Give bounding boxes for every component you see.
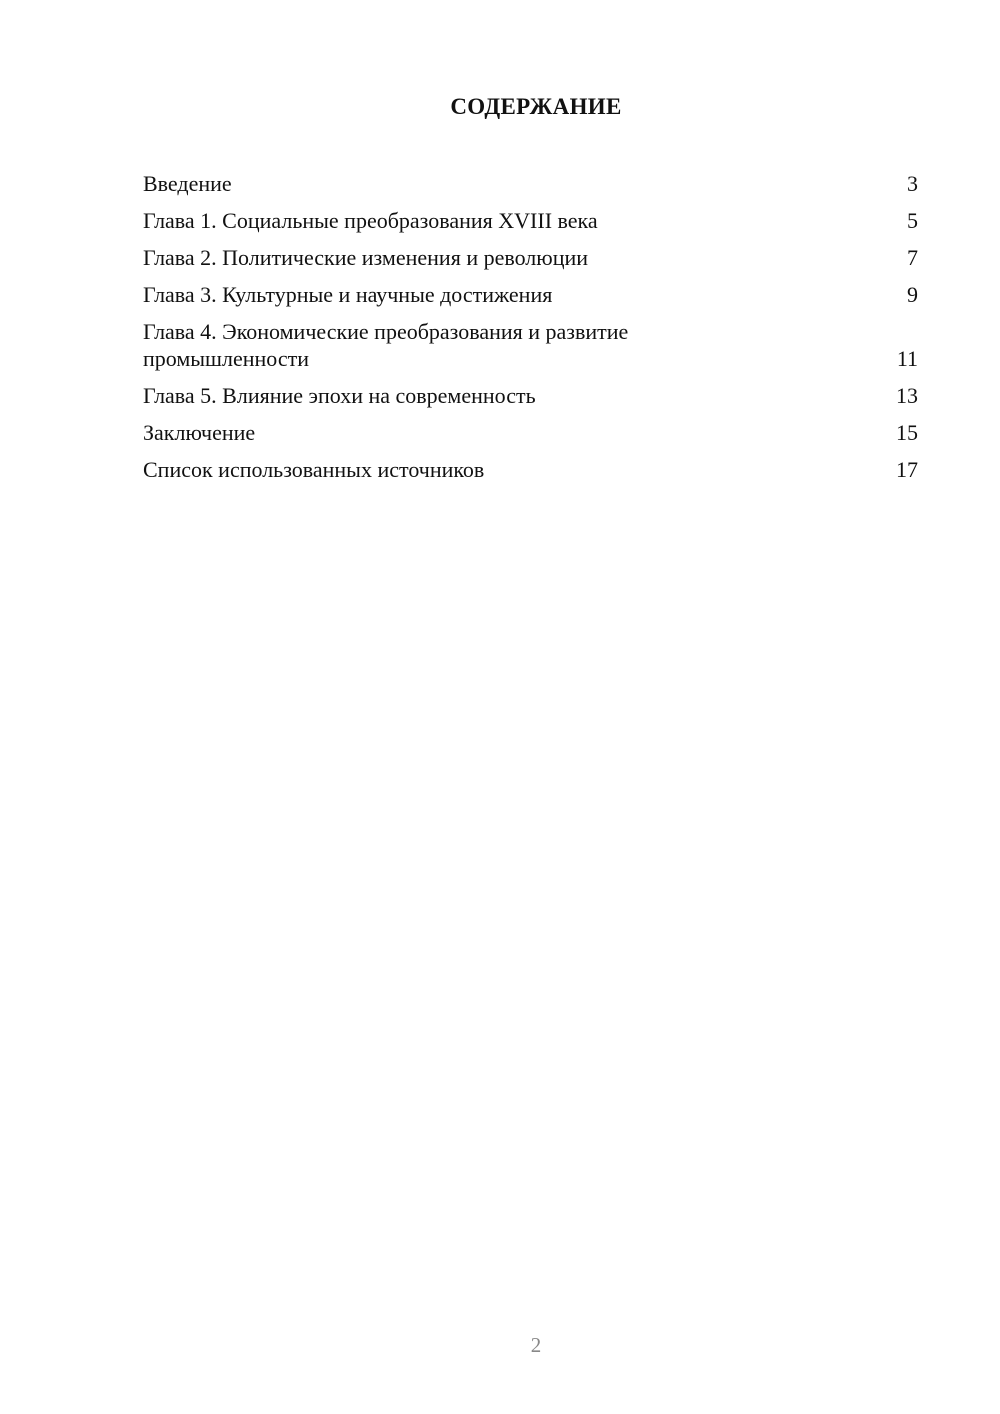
- page-number: 2: [530, 1333, 542, 1357]
- toc-entry-label: Глава 2. Политические изменения и революции: [143, 245, 589, 270]
- toc-entry-label: Глава 4. Экономические преобразования и развитие промышленности: [143, 319, 629, 371]
- toc-entry-label: Глава 3. Культурные и научные достижения: [143, 282, 553, 307]
- toc-entry-chapter-2: [143, 244, 918, 271]
- toc-entry-page: 7: [907, 245, 918, 270]
- toc-entry-label: Введение: [143, 171, 232, 196]
- toc-entry-chapter-5: [143, 382, 918, 409]
- toc-entry-conclusion: [143, 419, 918, 446]
- toc-entry-label: Глава 1. Социальные преобразования XVIII века: [143, 208, 598, 233]
- toc-entry-chapter-3: [143, 281, 918, 308]
- table-of-contents: [143, 170, 918, 493]
- toc-entry-chapter-1: [143, 207, 918, 234]
- toc-entry-label: Заключение: [143, 420, 256, 445]
- toc-entry-page: 15: [896, 420, 918, 445]
- toc-entry-page: 11: [896, 346, 918, 371]
- toc-entry-label: Список использованных источников: [143, 457, 485, 482]
- toc-entry-page: 5: [907, 208, 918, 233]
- toc-title: СОДЕРЖАНИЕ: [450, 94, 622, 119]
- toc-entry-page: 3: [907, 171, 918, 196]
- toc-entry-references: [143, 456, 918, 483]
- toc-entry-introduction: [143, 170, 918, 197]
- toc-entry-page: 13: [896, 383, 918, 408]
- toc-entry-chapter-4: [143, 318, 918, 372]
- toc-entry-page: 17: [896, 457, 918, 482]
- toc-entry-page: 9: [907, 282, 918, 307]
- toc-entry-label: Глава 5. Влияние эпохи на современность: [143, 383, 536, 408]
